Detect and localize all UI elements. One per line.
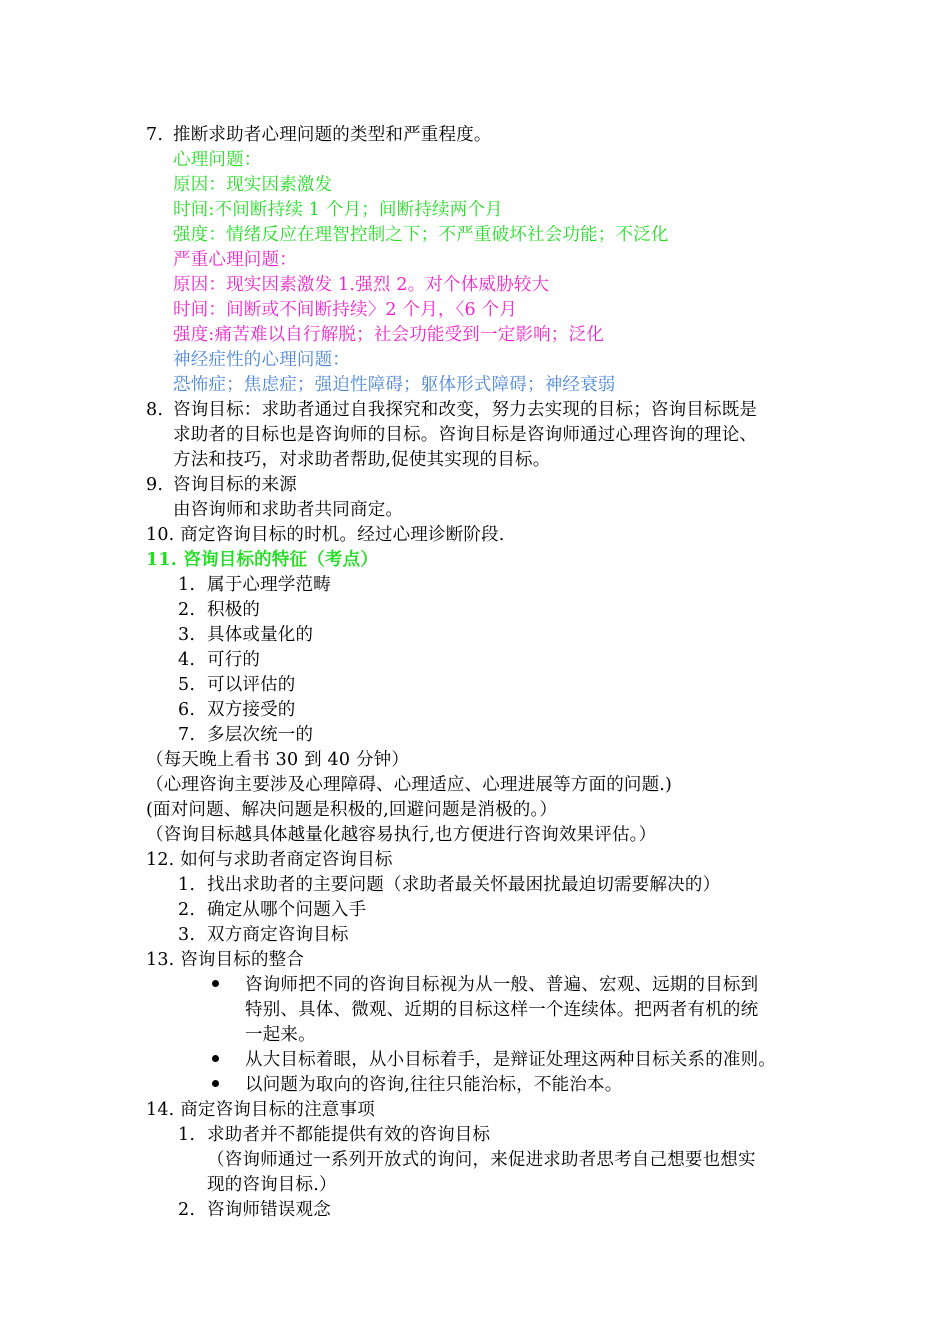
severe-problem-cause: 原因：现实因素激发 1.强烈 2。对个体威胁较大: [173, 275, 550, 295]
item-8-line-3: 方法和技巧，对求助者帮助,促使其实现的目标。: [173, 450, 551, 470]
item-13-bullet-3: 以问题为取向的咨询,往往只能治标，不能治本。: [245, 1075, 623, 1095]
general-problem-cause: 原因：现实因素激发: [173, 175, 333, 195]
item-11-list-text-4: 可行的: [207, 650, 261, 670]
general-problem-time: 时间:不间断持续 1 个月；间断持续两个月: [173, 200, 503, 220]
item-12-list-number-1: 1.: [178, 875, 196, 895]
item-12-list-text-1: 找出求助者的主要问题（求助者最关怀最困扰最迫切需要解决的）: [207, 875, 721, 895]
item-11-list-number-1: 1.: [178, 575, 196, 595]
general-problem-intensity: 强度：情绪反应在理智控制之下；不严重破坏社会功能；不泛化: [173, 225, 669, 245]
item-11-list-text-1: 属于心理学范畴: [207, 575, 331, 595]
note-4: （咨询目标越具体越量化越容易执行,也方便进行咨询效果评估。）: [146, 825, 657, 845]
item-8-line-2: 求助者的目标也是咨询师的目标。咨询目标是咨询师通过心理咨询的理论、: [173, 425, 758, 445]
item-11-list-number-7: 7.: [178, 725, 196, 745]
item-12-list-text-3: 双方商定咨询目标: [207, 925, 349, 945]
severe-problem-intensity: 强度:痛苦难以自行解脱；社会功能受到一定影响；泛化: [173, 325, 604, 345]
item-12-heading: 12. 如何与求助者商定咨询目标: [146, 850, 393, 870]
item-14-list-text-1: 求助者并不都能提供有效的咨询目标: [207, 1125, 491, 1145]
item-13-bullet-1-line-2: 特别、具体、微观、近期的目标这样一个连续体。把两者有机的统: [245, 1000, 759, 1020]
item-11-list-number-3: 3.: [178, 625, 196, 645]
neurotic-problem-list: 恐怖症；焦虑症；强迫性障碍；躯体形式障碍；神经衰弱: [173, 375, 616, 395]
item-11-list-number-6: 6.: [178, 700, 196, 720]
item-11-list-text-2: 积极的: [207, 600, 261, 620]
item-10: 10. 商定咨询目标的时机。经过心理诊断阶段.: [146, 525, 505, 545]
item-14-note-line-1: （咨询师通过一系列开放式的询问，来促进求助者思考自己想要也想实: [207, 1150, 756, 1170]
neurotic-problem-title: 神经症性的心理问题：: [173, 350, 350, 370]
bullet-icon: [212, 980, 219, 987]
note-1: （每天晚上看书 30 到 40 分钟）: [146, 750, 410, 770]
item-7-text: 推断求助者心理问题的类型和严重程度。: [173, 125, 492, 145]
item-11-list-number-5: 5.: [178, 675, 196, 695]
item-8-number: 8.: [146, 400, 164, 420]
item-9-sub: 由咨询师和求助者共同商定。: [173, 500, 404, 520]
item-11-heading: 11. 咨询目标的特征（考点）: [146, 550, 379, 570]
item-9-text: 咨询目标的来源: [173, 475, 297, 495]
general-problem-title: 心理问题：: [173, 150, 262, 170]
item-13-bullet-2: 从大目标着眼，从小目标着手，是辩证处理这两种目标关系的准则。: [245, 1050, 776, 1070]
item-14-list-number-2: 2.: [178, 1200, 196, 1220]
item-12-list-number-2: 2.: [178, 900, 196, 920]
severe-problem-title: 严重心理问题：: [173, 250, 297, 270]
item-13-heading: 13. 咨询目标的整合: [146, 950, 305, 970]
item-14-list-text-2: 咨询师错误观念: [207, 1200, 331, 1220]
item-14-note-line-2: 现的咨询目标.）: [207, 1175, 337, 1195]
note-3: (面对问题、解决问题是积极的,回避问题是消极的。）: [146, 800, 558, 820]
item-7-number: 7.: [146, 125, 164, 145]
item-11-list-text-3: 具体或量化的: [207, 625, 314, 645]
item-11-list-text-7: 多层次统一的: [207, 725, 314, 745]
item-12-list-text-2: 确定从哪个问题入手: [207, 900, 367, 920]
severe-problem-time: 时间：间断或不间断持续〉2 个月，〈6 个月: [173, 300, 518, 320]
bullet-icon: [212, 1055, 219, 1062]
bullet-icon: [212, 1080, 219, 1087]
item-13-bullet-1-line-1: 咨询师把不同的咨询目标视为从一般、普遍、宏观、远期的目标到: [245, 975, 759, 995]
item-12-list-number-3: 3.: [178, 925, 196, 945]
item-9-number: 9.: [146, 475, 164, 495]
item-11-list-text-6: 双方接受的: [207, 700, 296, 720]
item-11-list-number-4: 4.: [178, 650, 196, 670]
item-11-list-text-5: 可以评估的: [207, 675, 296, 695]
item-13-bullet-1-line-3: 一起来。: [245, 1025, 316, 1045]
note-2: （心理咨询主要涉及心理障碍、心理适应、心理进展等方面的问题.): [146, 775, 673, 795]
item-11-list-number-2: 2.: [178, 600, 196, 620]
item-14-list-number-1: 1.: [178, 1125, 196, 1145]
item-14-heading: 14. 商定咨询目标的注意事项: [146, 1100, 375, 1120]
item-8-line-1: 咨询目标：求助者通过自我探究和改变，努力去实现的目标；咨询目标既是: [173, 400, 758, 420]
